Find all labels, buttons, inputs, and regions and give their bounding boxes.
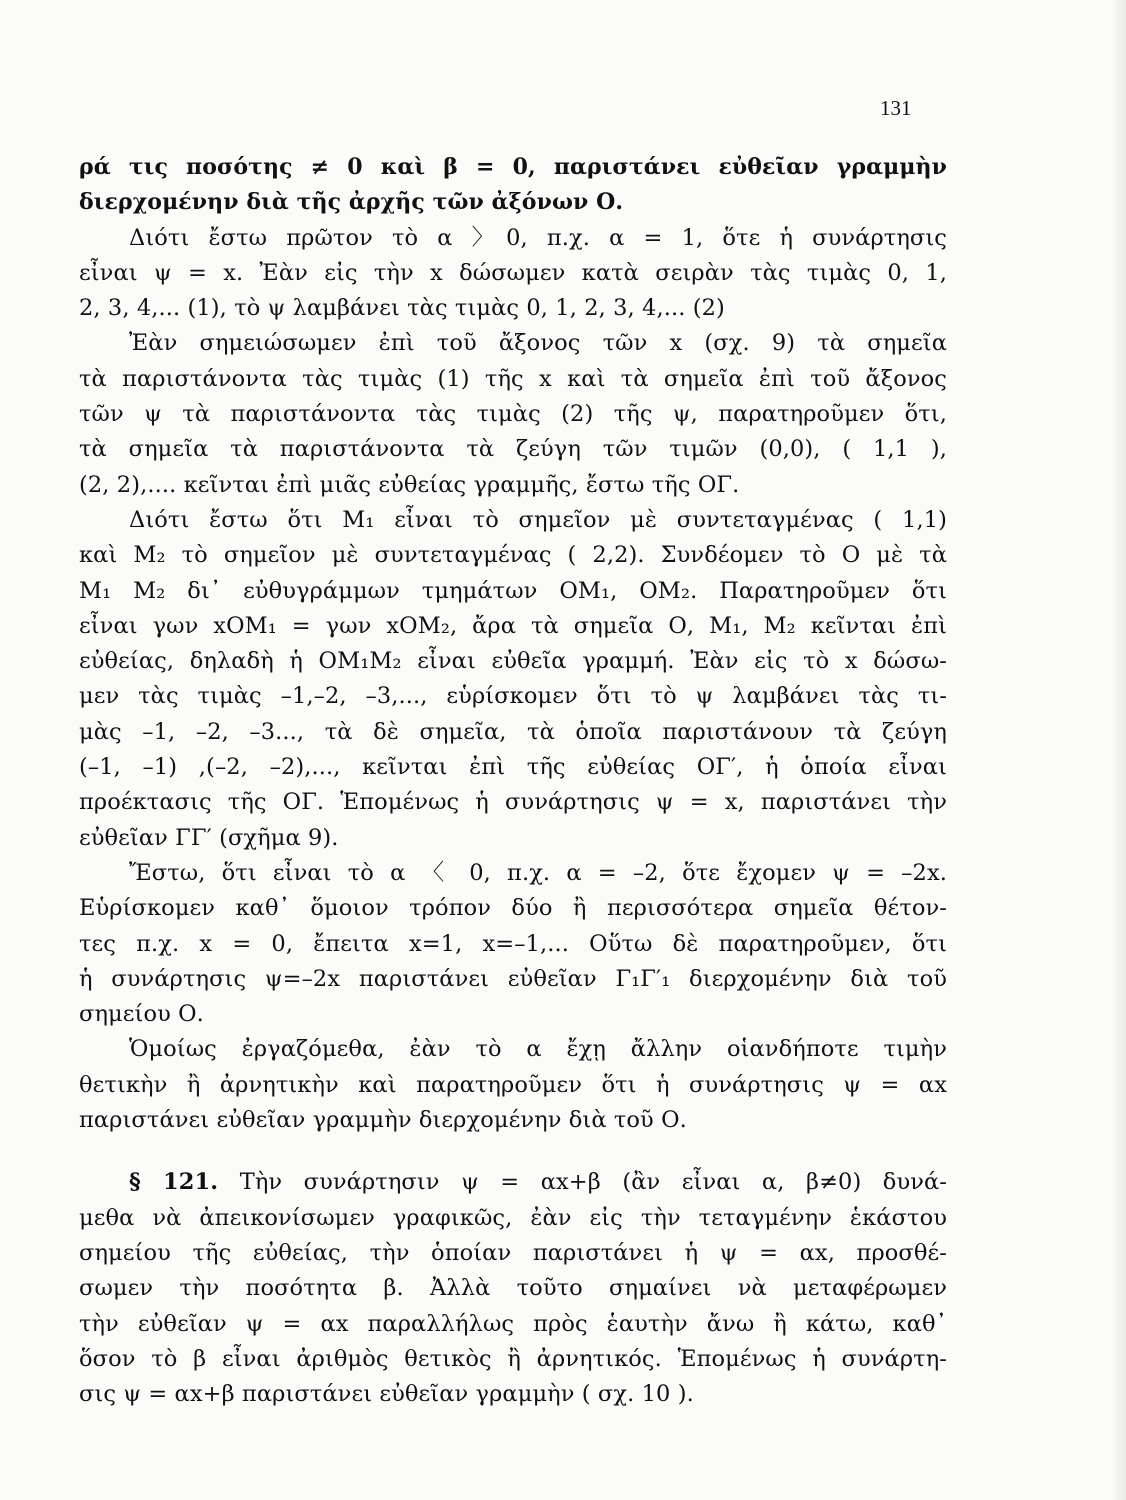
text-line: εὐθεῖαν ΓΓ′ (σχῆμα 9). xyxy=(79,824,339,851)
text-line: μὰς –1, –2, –3..., τὰ δὲ σημεῖα, τὰ ὁποῖα παριστάνουν τὰ ζεύγη xyxy=(79,718,947,745)
section-mark: § 121. xyxy=(129,1169,219,1196)
text-line: προέκτασις τῆς ΟΓ. Ἑπομένως ἡ συνάρτησις ψ = x, παριστάνει τὴν xyxy=(79,789,947,816)
page-number: 131 xyxy=(880,96,912,120)
text-line: παριστάνει εὐθεῖαν γραμμὴν διερχομένην διὰ τοῦ Ο. xyxy=(79,1107,687,1134)
text-line: M₁ M₂ δι᾽ εὐθυγράμμων τμημάτων ΟΜ₁, ΟΜ₂. Παρατηροῦμεν ὅτι xyxy=(79,577,947,604)
text-line: ρά τις ποσότης ≠ 0 καὶ β = 0, παριστάνει εὐθεῖαν γραμμὴν xyxy=(79,154,947,180)
text-line: Διότι ἔστω ὅτι M₁ εἶναι τὸ σημεῖον μὲ συντεταγμένας ( 1,1) xyxy=(129,506,947,533)
text-line: Ἐὰν σημειώσωμεν ἐπὶ τοῦ ἄξονος τῶν x (σχ. 9) τὰ σημεῖα xyxy=(129,330,947,357)
text-line: σις ψ = αx+β παριστάνει εὐθεῖαν γραμμὴν ( σχ. 10 ). xyxy=(79,1381,694,1408)
section-spacer xyxy=(79,1138,947,1165)
text-line: Ὁμοίως ἐργαζόμεθα, ἐὰν τὸ α ἔχῃ ἄλλην οἱανδήποτε τιμὴν xyxy=(129,1036,947,1063)
body-text xyxy=(79,150,947,1412)
text-line: σημείου Ο. xyxy=(79,1001,204,1028)
text-line: εἶναι ψ = x. Ἐὰν εἰς τὴν x δώσωμεν κατὰ σειρὰν τὰς τιμὰς 0, 1, xyxy=(79,259,947,286)
text-line: τὰ σημεῖα τὰ παριστάνοντα τὰ ζεύγη τῶν τιμῶν (0,0), ( 1,1 ), xyxy=(79,436,947,463)
section-line-text: Τὴν συνάρτησιν ψ = αx+β (ἂν εἶναι α, β≠0) δυνά- xyxy=(239,1169,947,1196)
text-line: 2, 3, 4,... (1), τὸ ψ λαμβάνει τὰς τιμὰς 0, 1, 2, 3, 4,... (2) xyxy=(79,295,725,322)
text-line: διερχομένην διὰ τῆς ἀρχῆς τῶν ἀξόνων Ο. xyxy=(79,189,624,216)
text-line: θετικὴν ἢ ἀρνητικὴν καὶ παρατηροῦμεν ὅτι ἡ συνάρτησις ψ = αx xyxy=(79,1071,947,1098)
text-line: (2, 2),.... κεῖνται ἐπὶ μιᾶς εὐθείας γραμμῆς, ἔστω τῆς ΟΓ. xyxy=(79,471,740,498)
text-line: ὅσον τὸ β εἶναι ἀριθμὸς θετικὸς ἢ ἀρνητικός. Ἑπομένως ἡ συνάρτη- xyxy=(79,1345,947,1372)
text-line: σωμεν τὴν ποσότητα β. Ἀλλὰ τοῦτο σημαίνει νὰ μεταφέρωμεν xyxy=(79,1275,947,1302)
text-line: μεν τὰς τιμὰς –1,–2, –3,..., εὑρίσκομεν ὅτι τὸ ψ λαμβάνει τὰς τι- xyxy=(79,683,947,710)
text-line: ἡ συνάρτησις ψ=–2x παριστάνει εὐθεῖαν Γ₁Γ′₁ διερχομένην διὰ τοῦ xyxy=(79,965,947,992)
text-line: τὰ παριστάνοντα τὰς τιμὰς (1) τῆς x καὶ τὰ σημεῖα ἐπὶ τοῦ ἄξονος xyxy=(79,365,947,392)
text-line: εὐθείας, δηλαδὴ ἡ ΟΜ₁Μ₂ εἶναι εὐθεῖα γραμμή. Ἐὰν εἰς τὸ x δώσω- xyxy=(79,648,947,675)
text-line: τῶν ψ τὰ παριστάνοντα τὰς τιμὰς (2) τῆς ψ, παρατηροῦμεν ὅτι, xyxy=(79,401,947,428)
text-line: τὴν εὐθεῖαν ψ = αx παραλλήλως πρὸς ἑαυτὴν ἄνω ἢ κάτω, καθ᾽ xyxy=(79,1310,947,1337)
text-line: εἶναι γων xΟΜ₁ = γων xΟΜ₂, ἄρα τὰ σημεῖα Ο, M₁, M₂ κεῖνται ἐπὶ xyxy=(79,612,947,639)
text-line: (–1, –1) ,(–2, –2),..., κεῖνται ἐπὶ τῆς εὐθείας ΟΓ′, ἡ ὁποία εἶναι xyxy=(79,754,947,781)
section-heading-line xyxy=(79,1165,947,1200)
text-line: μεθα νὰ ἀπεικονίσωμεν γραφικῶς, ἐὰν εἰς τὴν τεταγμένην ἑκάστου xyxy=(79,1204,947,1231)
text-line: τες π.χ. x = 0, ἔπειτα x=1, x=–1,... Οὕτω δὲ παρατηροῦμεν, ὅτι xyxy=(79,930,947,957)
text-line: Εὑρίσκομεν καθ᾽ ὅμοιον τρόπον δύο ἢ περισσότερα σημεῖα θέτον- xyxy=(79,895,947,922)
page-edge-shadow xyxy=(1112,0,1126,1500)
text-line: καὶ M₂ τὸ σημεῖον μὲ συντεταγμένας ( 2,2). Συνδέομεν τὸ Ο μὲ τὰ xyxy=(79,542,947,569)
text-line: Ἔστω, ὅτι εἶναι τὸ α 〈 0, π.χ. α = –2, ὅτε ἔχομεν ψ = –2x. xyxy=(129,859,947,886)
text-line: σημείου τῆς εὐθείας, τὴν ὁποίαν παριστάνει ἡ ψ = αx, προσθέ- xyxy=(79,1239,947,1266)
text-line: Διότι ἔστω πρῶτον τὸ α 〉0, π.χ. α = 1, ὅτε ἡ συνάρτησις xyxy=(129,224,947,251)
